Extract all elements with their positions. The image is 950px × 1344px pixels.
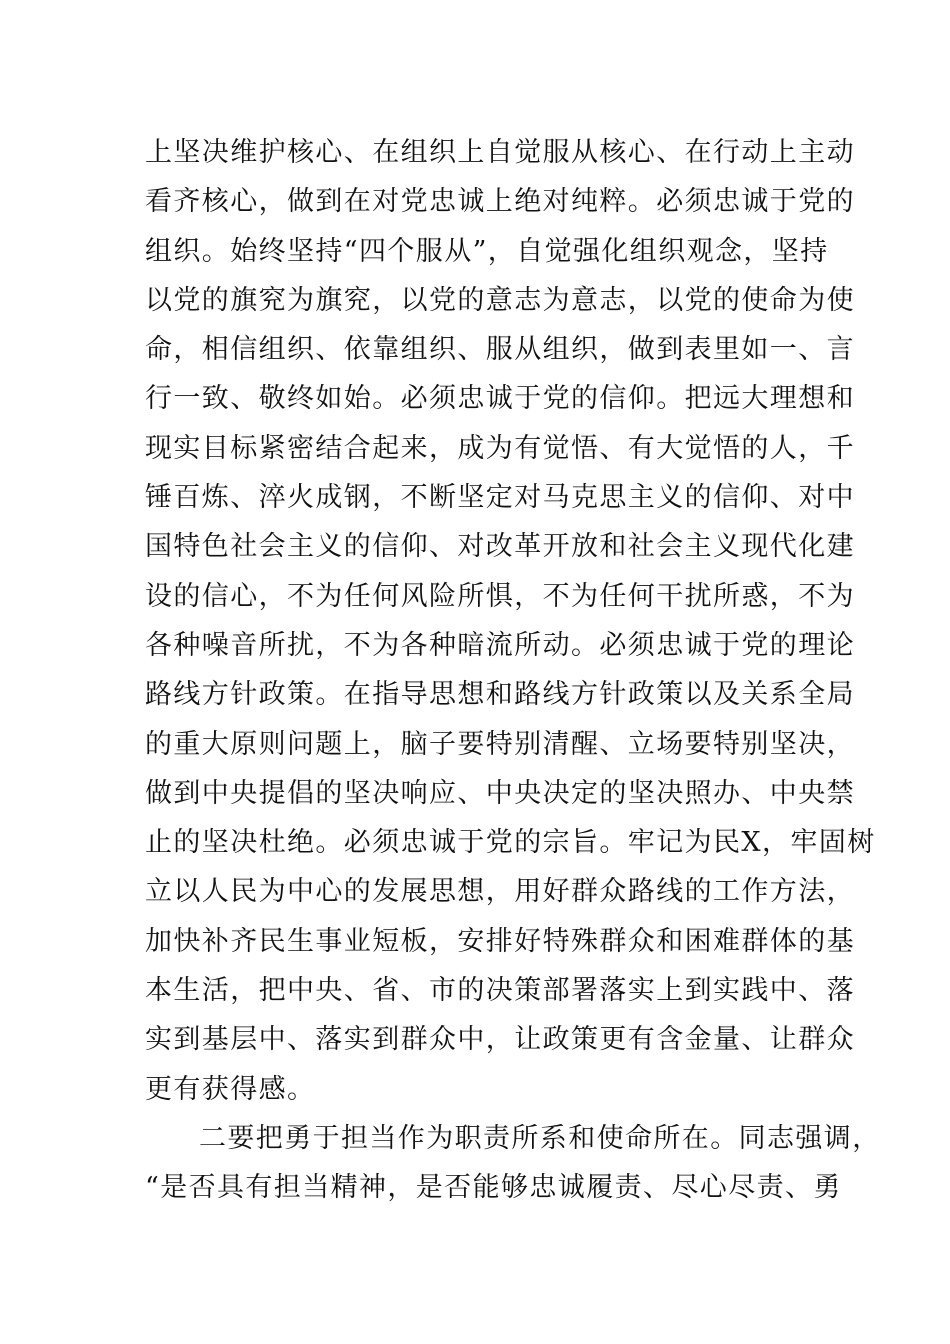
text-line: 组织。始终坚持“四个服从”，自觉强化组织观念，坚持 [145,235,829,267]
body-text [145,128,881,1213]
text-line: 做到中央提倡的坚决响应、中央决定的坚决照办、中央禁 [145,777,855,809]
text-line: 实到基层中、落实到群众中，让政策更有含金量、让群众 [145,1024,855,1056]
text-line: 以党的旗䆓为旗䆓，以党的意志为意志，以党的使命为使 [145,284,855,316]
text-line: 的重大原则问题上，脑子要特别清醒、立场要特别坚决， [145,728,855,760]
text-line: 命，相信组织、依靠组织、服从组织，做到表里如一、言 [145,334,855,366]
text-line: “是否具有担当精神，是否能够忠诚履责、尽心尽责、勇 [145,1172,842,1204]
text-line: 更有获得感。 [145,1073,316,1105]
text-line: 各种噪音所扰，不为各种暗流所动。必须忠诚于党的理论 [145,629,855,661]
text-line: 立以人民为中心的发展思想，用好群众路线的工作方法， [145,876,855,908]
text-line: 锤百炼、淬火成钢，不断坚定对马克思主义的信仰、对中 [145,482,855,514]
text-line: 路线方针政策。在指导思想和路线方针政策以及关系全局 [145,679,855,711]
text-line: 本生活，把中央、省、市的决策部署落实上到实践中、落 [145,975,855,1007]
text-line: 国特色社会主义的信仰、对改革开放和社会主义现代化建 [145,531,855,563]
text-line: 上坚决维护核心、在组织上自觉服从核心、在行动上主动 [145,137,855,168]
text-line: 行一致、敬终如始。必须忠诚于党的信仰。把远大理想和 [145,383,855,415]
text-line: 现实目标紧密结合起来，成为有觉悟、有大觉悟的人，千 [145,432,855,464]
text-line: 加快补齐民生事业短板，安排好特殊群众和困难群体的基 [145,925,855,957]
paragraph-start-line: 二要把勇于担当作为职责所系和使命所在。同志强调， [199,1122,881,1154]
text-line: 看齐核心，做到在对党忠诚上绝对纯粹。必须忠诚于党的 [145,186,855,218]
text-line: 设的信心，不为任何风险所惧，不为任何干扰所惑，不为 [145,580,855,612]
text-line: 止的坚决杜绝。必须忠诚于党的宗旨。牢记为民X，牢固树 [145,827,876,859]
